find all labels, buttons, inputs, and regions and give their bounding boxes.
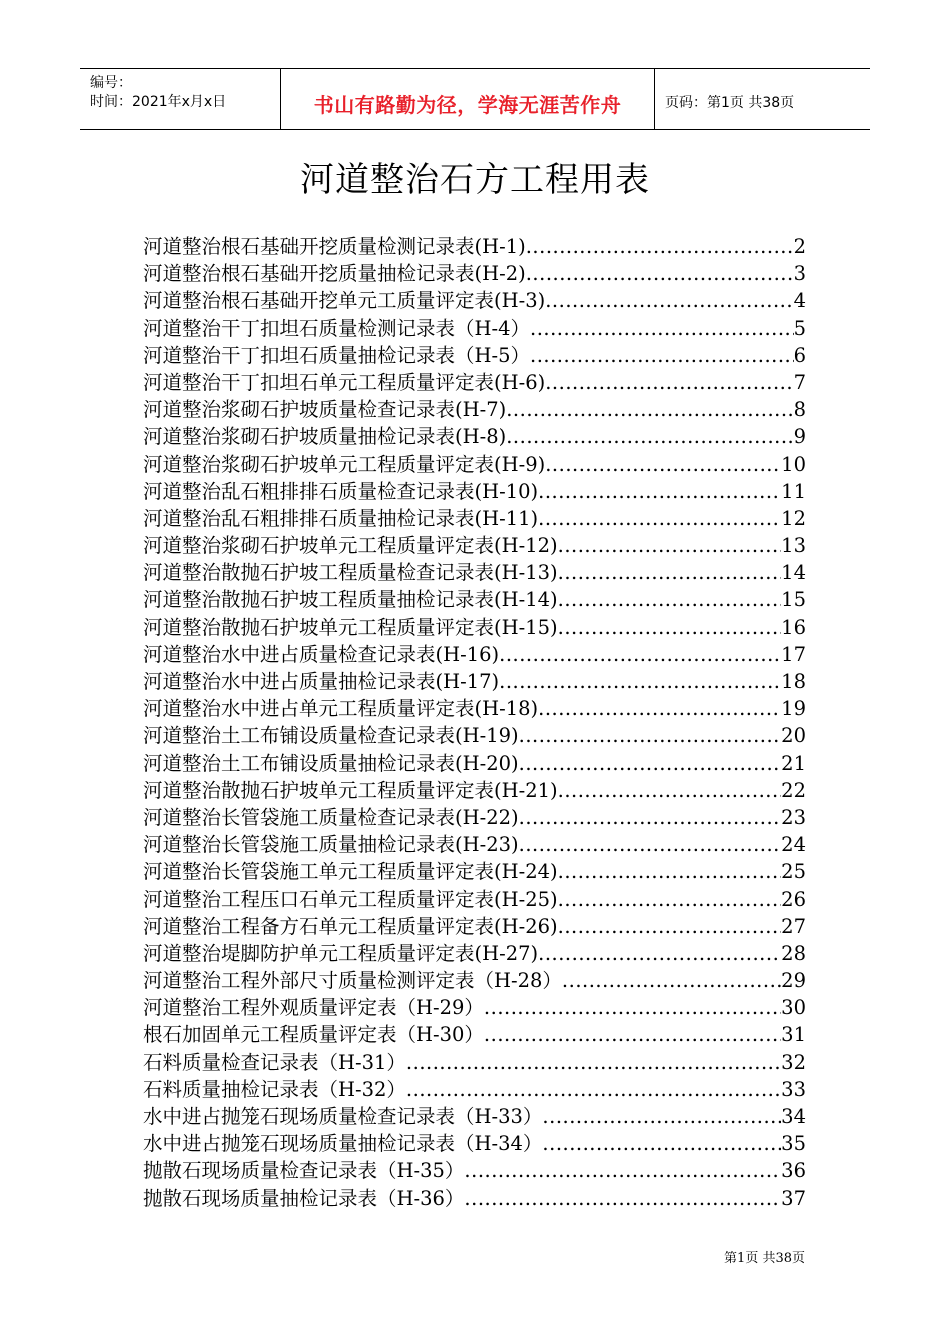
toc-entry-page: 4 [793,289,806,313]
toc-dot-leader [545,287,793,314]
toc-dot-leader [545,369,793,396]
toc-entry-page: 11 [781,479,806,503]
toc-dot-leader [484,994,781,1021]
toc-entry[interactable] [143,505,806,532]
toc-entry-page: 7 [793,370,806,394]
toc-entry[interactable] [143,695,806,722]
toc-entry-title: 河道整治浆砌石护坡单元工程质量评定表(H-9) [143,452,546,476]
toc-entry-title: 河道整治干丁扣坦石单元工程质量评定表(H-6) [143,370,546,394]
toc-entry-page: 32 [781,1050,806,1074]
toc-entry-title: 河道整治干丁扣坦石质量检测记录表（H-4） [143,316,531,340]
toc-dot-leader [519,804,782,831]
toc-entry[interactable] [143,777,806,804]
toc-entry[interactable] [143,614,806,641]
toc-entry-page: 34 [781,1105,806,1128]
toc-entry[interactable] [143,233,806,260]
header-meta-cell [80,69,281,129]
toc-entry[interactable] [143,369,806,396]
toc-entry-title: 根石加固单元工程质量评定表（H-30） [143,1023,484,1047]
toc-dot-leader [558,858,782,885]
toc-entry-page: 2 [793,235,806,258]
toc-entry[interactable] [143,396,806,423]
toc-dot-leader [464,1157,781,1184]
header-motto-cell [281,69,655,129]
toc-entry-title: 河道整治堤脚防护单元工程质量评定表(H-27) [143,941,539,965]
toc-entry-page: 3 [793,262,806,286]
toc-entry-page: 14 [781,561,806,585]
toc-entry-title: 河道整治工程外部尺寸质量检测评定表（H-28） [143,969,562,993]
toc-entry[interactable] [143,1103,806,1130]
toc-entry-title: 河道整治水中进占单元工程质量评定表(H-18) [143,697,539,721]
toc-dot-leader [506,423,793,450]
toc-entry-title: 石料质量抽检记录表（H-32） [143,1077,406,1101]
header-page-cell [655,69,870,129]
toc-entry-title: 河道整治工程外观质量评定表（H-29） [143,996,484,1020]
doc-number-label: 编号： [90,75,132,91]
toc-entry[interactable] [143,831,806,858]
doc-date-label: 时间：2021年x月x日 [90,94,227,110]
toc-entry[interactable] [143,722,806,749]
toc-entry-page: 33 [781,1077,806,1101]
toc-entry-title: 河道整治土工布铺设质量检查记录表(H-19) [143,724,519,748]
toc-dot-leader [484,1021,781,1048]
toc-dot-leader [464,1185,781,1212]
toc-dot-leader [538,695,781,722]
toc-entry-title: 河道整治长管袋施工质量检查记录表(H-22) [143,805,519,829]
page-footer: 第1页 共38页 [724,1251,805,1266]
toc-entry[interactable] [143,342,806,369]
toc-entry[interactable] [143,423,806,450]
toc-dot-leader [538,505,781,532]
toc-entry-page: 37 [781,1186,806,1210]
toc-entry-page: 36 [781,1159,806,1183]
toc-entry-title: 河道整治干丁扣坦石质量抽检记录表（H-5） [143,343,531,367]
toc-dot-leader [562,967,781,994]
toc-entry-page: 21 [781,751,806,775]
toc-entry[interactable] [143,967,806,994]
toc-entry-title: 河道整治散抛石护坡单元工程质量评定表(H-15) [143,615,558,639]
toc-entry-page: 19 [781,697,806,721]
toc-entry-page: 16 [781,615,806,639]
page-header [80,68,870,130]
toc-entry-title: 水中进占抛笼石现场质量抽检记录表（H-34） [143,1132,543,1156]
toc-entry-title: 河道整治浆砌石护坡单元工程质量评定表(H-12) [143,534,558,558]
toc-entry-title: 河道整治根石基础开挖质量检测记录表(H-1) [143,235,526,258]
toc-entry-title: 抛散石现场质量抽检记录表（H-36） [143,1186,465,1210]
toc-entry-page: 31 [781,1023,806,1047]
toc-dot-leader [530,315,794,342]
toc-entry-title: 河道整治水中进占质量检查记录表(H-16) [143,642,500,666]
toc-entry-title: 抛散石现场质量检查记录表（H-35） [143,1159,465,1183]
toc-dot-leader [545,451,781,478]
toc-entry-page: 10 [781,452,806,476]
toc-entry[interactable] [143,1157,806,1184]
toc-dot-leader [519,831,782,858]
toc-dot-leader [530,342,794,369]
toc-entry-page: 22 [781,778,806,802]
toc-entry-page: 23 [781,805,806,829]
toc-entry-title: 河道整治土工布铺设质量抽检记录表(H-20) [143,751,519,775]
toc-dot-leader [538,478,781,505]
toc-entry-page: 26 [781,887,806,911]
toc-entry-page: 9 [793,425,806,449]
toc-dot-leader [558,913,782,940]
toc-entry[interactable] [143,260,806,287]
toc-dot-leader [542,1103,781,1130]
document-title: 河道整治石方工程用表 [300,160,650,200]
toc-entry-title: 石料质量检查记录表（H-31） [143,1050,406,1074]
toc-entry-title: 河道整治浆砌石护坡质量检查记录表(H-7) [143,398,507,422]
toc-entry[interactable] [143,804,806,831]
toc-dot-leader [519,750,782,777]
toc-entry[interactable] [143,1130,806,1157]
toc-entry-page: 29 [781,969,806,993]
toc-entry-title: 河道整治散抛石护坡工程质量检查记录表(H-13) [143,561,558,585]
toc-entry-page: 27 [781,914,806,938]
toc-entry-title: 河道整治乱石粗排排石质量抽检记录表(H-11) [143,506,539,530]
toc-entry-page: 30 [781,996,806,1020]
toc-entry[interactable] [143,858,806,885]
toc-entry[interactable] [143,994,806,1021]
toc-entry[interactable] [143,1049,806,1076]
toc-entry-page: 28 [781,941,806,965]
toc-dot-leader [526,233,794,260]
toc-entry-title: 河道整治水中进占质量抽检记录表(H-17) [143,670,500,693]
toc-entry-page: 20 [781,724,806,748]
toc-dot-leader [558,586,782,613]
toc-dot-leader [558,777,782,804]
toc-entry[interactable] [143,315,806,342]
toc-entry-title: 河道整治散抛石护坡工程质量抽检记录表(H-14) [143,588,558,612]
header-motto: 书山有路勤为径，学海无涯苦作舟 [313,93,622,117]
toc-entry[interactable] [143,532,806,559]
toc-dot-leader [558,532,782,559]
toc-entry-title: 河道整治工程备方石单元工程质量评定表(H-26) [143,914,558,938]
toc-dot-leader [538,940,781,967]
toc-entry[interactable] [143,886,806,913]
toc-entry-page: 17 [781,642,806,666]
toc-entry-page: 12 [781,506,806,530]
toc-entry[interactable] [143,586,806,613]
toc-entry-title: 河道整治浆砌石护坡质量抽检记录表(H-8) [143,425,507,449]
toc-entry[interactable] [143,1185,806,1212]
toc-entry[interactable] [143,451,806,478]
toc-entry-page: 25 [781,860,806,884]
toc-dot-leader [499,668,781,695]
toc-dot-leader [558,886,782,913]
toc-dot-leader [499,641,781,668]
toc-dot-leader [506,396,793,423]
toc-entry-page: 13 [781,534,806,558]
toc-entry-page: 18 [781,670,806,693]
toc-dot-leader [519,722,782,749]
toc-entry-title: 水中进占抛笼石现场质量检查记录表（H-33） [143,1105,543,1128]
toc-dot-leader [406,1049,781,1076]
toc-entry-page: 35 [781,1132,806,1156]
toc-entry[interactable] [143,913,806,940]
toc-dot-leader [526,260,794,287]
toc-entry[interactable] [143,668,806,695]
toc-dot-leader [542,1130,781,1157]
toc-entry-title: 河道整治根石基础开挖单元工质量评定表(H-3) [143,289,546,313]
toc-entry-title: 河道整治根石基础开挖质量抽检记录表(H-2) [143,262,526,286]
toc-entry-page: 5 [793,316,806,340]
toc-entry-title: 河道整治散抛石护坡单元工程质量评定表(H-21) [143,778,558,802]
toc-entry[interactable] [143,478,806,505]
toc-entry[interactable] [143,641,806,668]
toc-entry-page: 24 [781,833,806,857]
toc-entry-page: 15 [781,588,806,612]
toc-entry[interactable] [143,1076,806,1103]
toc-dot-leader [558,559,782,586]
header-page-info: 页码：第1页 共38页 [665,95,795,111]
toc-entry-title: 河道整治长管袋施工质量抽检记录表(H-23) [143,833,519,857]
toc-entry-page: 8 [793,398,806,422]
toc-entry-title: 河道整治长管袋施工单元工程质量评定表(H-24) [143,860,558,884]
toc-entry[interactable] [143,940,806,967]
toc-entry[interactable] [143,287,806,314]
toc-dot-leader [558,614,782,641]
toc-dot-leader [406,1076,781,1103]
toc-entry[interactable] [143,559,806,586]
table-of-contents [143,233,806,1212]
toc-entry-title: 河道整治乱石粗排排石质量检查记录表(H-10) [143,479,539,503]
toc-entry[interactable] [143,1021,806,1048]
toc-entry[interactable] [143,750,806,777]
toc-entry-page: 6 [793,343,806,367]
toc-entry-title: 河道整治工程压口石单元工程质量评定表(H-25) [143,887,558,911]
